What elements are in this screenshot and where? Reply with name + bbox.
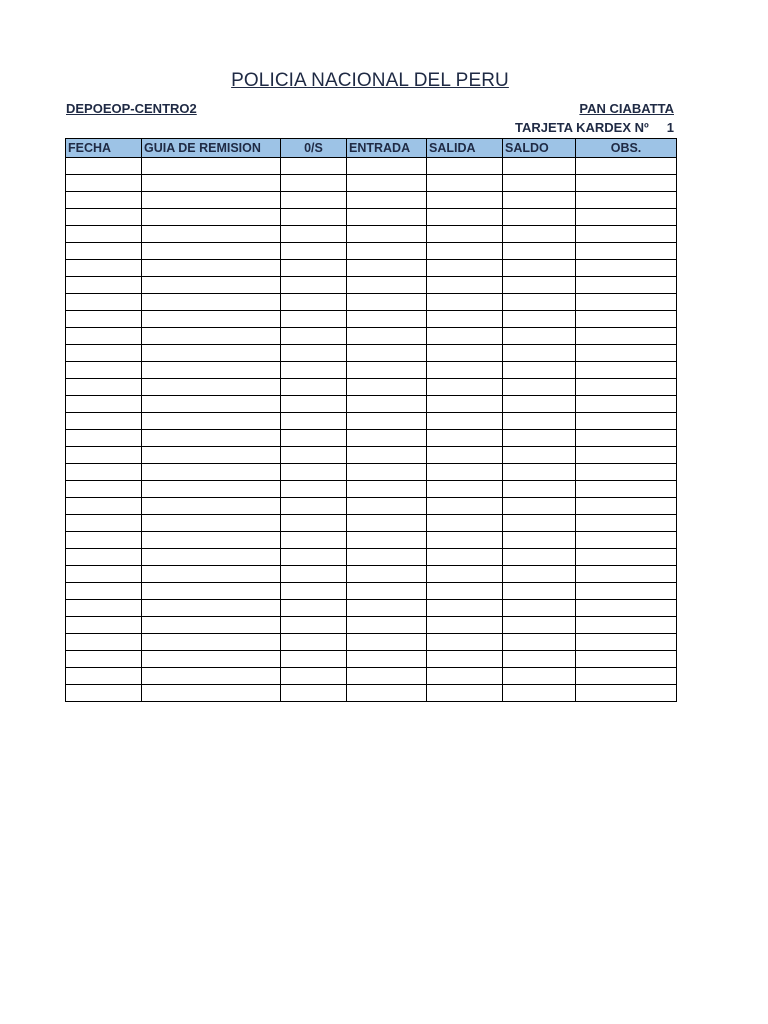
table-cell [142, 175, 281, 192]
table-cell [576, 345, 677, 362]
table-cell [503, 600, 576, 617]
product-label: PAN CIABATTA [579, 101, 674, 116]
table-cell [503, 158, 576, 175]
table-cell [142, 515, 281, 532]
table-cell [427, 328, 503, 345]
table-cell [66, 396, 142, 413]
table-cell [142, 379, 281, 396]
table-cell [576, 294, 677, 311]
table-cell [281, 260, 347, 277]
table-row [66, 294, 677, 311]
table-row [66, 277, 677, 294]
table-cell [503, 277, 576, 294]
table-cell [281, 345, 347, 362]
table-cell [347, 192, 427, 209]
table-cell [142, 413, 281, 430]
table-cell [347, 396, 427, 413]
table-cell [427, 243, 503, 260]
table-cell [576, 277, 677, 294]
table-row [66, 413, 677, 430]
table-body [66, 158, 677, 702]
column-header-o-s: 0/S [281, 139, 347, 158]
table-header-row [66, 139, 677, 158]
table-cell [142, 583, 281, 600]
table-cell [66, 566, 142, 583]
table-cell [427, 345, 503, 362]
table-cell [576, 617, 677, 634]
table-cell [347, 226, 427, 243]
table-cell [576, 651, 677, 668]
table-cell [281, 464, 347, 481]
table-cell [347, 311, 427, 328]
table-cell [66, 515, 142, 532]
table-cell [427, 396, 503, 413]
table-cell [66, 583, 142, 600]
table-cell [503, 498, 576, 515]
table-cell [66, 549, 142, 566]
table-cell [281, 413, 347, 430]
column-header-obs: OBS. [576, 139, 677, 158]
table-cell [427, 277, 503, 294]
table-cell [427, 600, 503, 617]
table-cell [576, 260, 677, 277]
table-cell [66, 685, 142, 702]
table-row [66, 668, 677, 685]
table-cell [427, 260, 503, 277]
table-cell [427, 294, 503, 311]
depot-label: DEPOEOP-CENTRO2 [66, 101, 197, 116]
table-row [66, 158, 677, 175]
table-cell [427, 651, 503, 668]
table-cell [142, 209, 281, 226]
table-row [66, 600, 677, 617]
table-cell [503, 260, 576, 277]
table-cell [142, 192, 281, 209]
table-row [66, 532, 677, 549]
table-row [66, 328, 677, 345]
table-cell [142, 600, 281, 617]
table-cell [576, 634, 677, 651]
table-cell [576, 668, 677, 685]
table-cell [66, 498, 142, 515]
table-cell [427, 583, 503, 600]
table-cell [347, 277, 427, 294]
table-cell [281, 447, 347, 464]
table-cell [427, 685, 503, 702]
table-cell [503, 685, 576, 702]
table-cell [142, 396, 281, 413]
table-cell [66, 192, 142, 209]
table-cell [347, 413, 427, 430]
table-cell [347, 430, 427, 447]
table-row [66, 464, 677, 481]
table-cell [66, 226, 142, 243]
table-cell [281, 600, 347, 617]
table-cell [427, 311, 503, 328]
table-cell [281, 158, 347, 175]
table-cell [347, 362, 427, 379]
table-cell [281, 549, 347, 566]
table-cell [142, 158, 281, 175]
column-header-salida: SALIDA [427, 139, 503, 158]
table-row [66, 583, 677, 600]
table-cell [427, 413, 503, 430]
table-cell [347, 158, 427, 175]
table-cell [576, 158, 677, 175]
table-cell [142, 464, 281, 481]
table-cell [503, 362, 576, 379]
table-row [66, 549, 677, 566]
table-cell [281, 379, 347, 396]
table-cell [66, 311, 142, 328]
table-cell [66, 362, 142, 379]
table-cell [576, 396, 677, 413]
table-cell [142, 430, 281, 447]
table-cell [281, 532, 347, 549]
table-cell [281, 362, 347, 379]
kardex-label-text: TARJETA KARDEX Nº [514, 120, 649, 135]
table-cell [142, 532, 281, 549]
table-cell [503, 566, 576, 583]
table-cell [281, 226, 347, 243]
table-cell [142, 447, 281, 464]
table-cell [576, 379, 677, 396]
table-cell [281, 209, 347, 226]
table-cell [427, 447, 503, 464]
table-cell [347, 498, 427, 515]
table-cell [347, 549, 427, 566]
table-cell [503, 515, 576, 532]
table-cell [66, 277, 142, 294]
table-row [66, 209, 677, 226]
table-cell [347, 260, 427, 277]
table-cell [347, 685, 427, 702]
table-cell [503, 209, 576, 226]
table-cell [347, 209, 427, 226]
table-cell [503, 311, 576, 328]
table-cell [427, 379, 503, 396]
table-cell [427, 226, 503, 243]
table-cell [281, 294, 347, 311]
table-cell [66, 668, 142, 685]
table-row [66, 345, 677, 362]
table-row [66, 311, 677, 328]
table-row [66, 634, 677, 651]
table-cell [347, 243, 427, 260]
table-cell [427, 566, 503, 583]
table-cell [576, 430, 677, 447]
table-cell [503, 583, 576, 600]
table-cell [66, 464, 142, 481]
table-cell [142, 260, 281, 277]
table-cell [576, 209, 677, 226]
kardex-table [65, 138, 677, 702]
table-cell [427, 430, 503, 447]
table-cell [347, 634, 427, 651]
table-cell [281, 634, 347, 651]
table-cell [66, 328, 142, 345]
table-cell [576, 175, 677, 192]
table-cell [281, 192, 347, 209]
table-cell [576, 498, 677, 515]
table-cell [503, 413, 576, 430]
table-cell [66, 158, 142, 175]
table-row [66, 481, 677, 498]
table-cell [66, 243, 142, 260]
table-cell [281, 430, 347, 447]
column-header-saldo: SALDO [503, 139, 576, 158]
table-cell [347, 566, 427, 583]
table-row [66, 260, 677, 277]
table-row [66, 498, 677, 515]
table-cell [281, 481, 347, 498]
table-cell [576, 413, 677, 430]
table-cell [503, 668, 576, 685]
kardex-number: 1 [666, 120, 674, 135]
table-cell [142, 243, 281, 260]
table-cell [66, 634, 142, 651]
table-cell [142, 328, 281, 345]
table-cell [427, 209, 503, 226]
table-cell [281, 243, 347, 260]
table-cell [503, 447, 576, 464]
table-cell [576, 515, 677, 532]
table-cell [281, 617, 347, 634]
table-row [66, 243, 677, 260]
table-cell [427, 549, 503, 566]
table-cell [281, 515, 347, 532]
column-header-fecha: FECHA [66, 139, 142, 158]
table-cell [66, 379, 142, 396]
table-cell [576, 600, 677, 617]
table-cell [281, 498, 347, 515]
table-row [66, 685, 677, 702]
table-cell [281, 396, 347, 413]
table-cell [347, 328, 427, 345]
table-cell [503, 328, 576, 345]
table-cell [427, 481, 503, 498]
table-cell [281, 651, 347, 668]
table-cell [427, 498, 503, 515]
table-cell [503, 651, 576, 668]
table-cell [503, 379, 576, 396]
table-cell [576, 549, 677, 566]
table-row [66, 175, 677, 192]
table-cell [427, 634, 503, 651]
table-row [66, 379, 677, 396]
table-cell [576, 566, 677, 583]
table-cell [427, 532, 503, 549]
table-cell [142, 668, 281, 685]
table-cell [142, 311, 281, 328]
table-cell [576, 447, 677, 464]
table-cell [142, 549, 281, 566]
table-cell [347, 379, 427, 396]
table-cell [503, 175, 576, 192]
table-cell [503, 345, 576, 362]
table-cell [142, 226, 281, 243]
table-cell [576, 226, 677, 243]
table-cell [347, 515, 427, 532]
table-cell [66, 447, 142, 464]
table-cell [576, 532, 677, 549]
table-cell [281, 277, 347, 294]
table-cell [347, 481, 427, 498]
table-cell [281, 685, 347, 702]
table-cell [576, 685, 677, 702]
table-cell [427, 175, 503, 192]
table-cell [576, 583, 677, 600]
table-cell [66, 532, 142, 549]
table-cell [142, 566, 281, 583]
table-cell [347, 532, 427, 549]
table-row [66, 192, 677, 209]
table-cell [66, 345, 142, 362]
table-cell [142, 362, 281, 379]
table-cell [576, 311, 677, 328]
table-cell [427, 158, 503, 175]
table-cell [347, 175, 427, 192]
table-cell [347, 464, 427, 481]
table-cell [66, 413, 142, 430]
table-cell [503, 226, 576, 243]
table-cell [142, 294, 281, 311]
table-cell [281, 668, 347, 685]
table-cell [66, 651, 142, 668]
table-cell [347, 583, 427, 600]
table-cell [347, 447, 427, 464]
table-row [66, 362, 677, 379]
table-cell [66, 209, 142, 226]
table-cell [281, 311, 347, 328]
table-cell [347, 600, 427, 617]
table-cell [347, 617, 427, 634]
table-row [66, 515, 677, 532]
table-cell [576, 464, 677, 481]
table-cell [427, 515, 503, 532]
table-cell [427, 668, 503, 685]
table-cell [347, 668, 427, 685]
table-cell [427, 617, 503, 634]
table-cell [347, 651, 427, 668]
table-cell [427, 362, 503, 379]
table-cell [66, 600, 142, 617]
table-cell [281, 328, 347, 345]
kardex-card-label [515, 120, 674, 135]
table-cell [503, 294, 576, 311]
table-cell [142, 634, 281, 651]
table-cell [66, 260, 142, 277]
table-cell [503, 192, 576, 209]
table-cell [503, 634, 576, 651]
table-row [66, 651, 677, 668]
column-header-entrada: ENTRADA [347, 139, 427, 158]
table-cell [142, 345, 281, 362]
table-cell [66, 175, 142, 192]
table-cell [142, 651, 281, 668]
table-cell [427, 192, 503, 209]
table-cell [503, 617, 576, 634]
table-cell [281, 566, 347, 583]
table-cell [142, 617, 281, 634]
page-title: POLICIA NACIONAL DEL PERU [231, 70, 509, 91]
table-cell [142, 277, 281, 294]
table-cell [503, 464, 576, 481]
table-cell [66, 294, 142, 311]
table-cell [142, 498, 281, 515]
table-cell [576, 362, 677, 379]
table-cell [142, 481, 281, 498]
table-cell [576, 243, 677, 260]
table-row [66, 396, 677, 413]
table-cell [503, 532, 576, 549]
table-row [66, 617, 677, 634]
table-cell [347, 345, 427, 362]
table-cell [347, 294, 427, 311]
table-cell [66, 481, 142, 498]
table-row [66, 430, 677, 447]
table-cell [503, 430, 576, 447]
column-header-guia-de-remision: GUIA DE REMISION [142, 139, 281, 158]
table-cell [281, 175, 347, 192]
table-cell [503, 481, 576, 498]
table-cell [503, 549, 576, 566]
table-cell [66, 617, 142, 634]
table-row [66, 447, 677, 464]
table-row [66, 566, 677, 583]
table-cell [281, 583, 347, 600]
table-cell [576, 328, 677, 345]
table-cell [427, 464, 503, 481]
table-cell [576, 481, 677, 498]
table-cell [66, 430, 142, 447]
table-cell [503, 243, 576, 260]
table-cell [576, 192, 677, 209]
table-cell [503, 396, 576, 413]
table-row [66, 226, 677, 243]
table-cell [142, 685, 281, 702]
